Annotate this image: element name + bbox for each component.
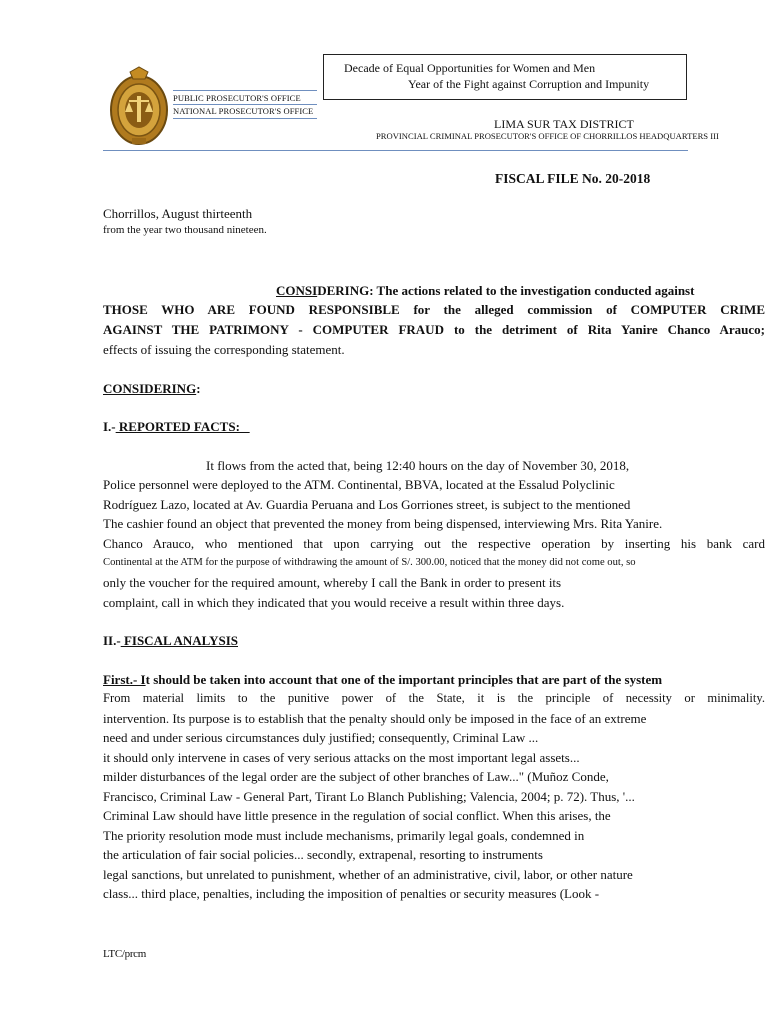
section-2-line-9: the articulation of fair social policies... secondly, extrapenal, resorting to instruments bbox=[103, 847, 543, 862]
section-2-first-line bbox=[103, 672, 662, 688]
section-2-line-2: intervention. Its purpose is to establish that the penalty should only be imposed in the face of an extreme bbox=[103, 711, 647, 726]
section-1-line-7: only the voucher for the required amount, whereby I call the Bank in order to present its bbox=[103, 575, 562, 590]
considering-heading bbox=[103, 381, 201, 397]
intro-line-3: AGAINST THE PATRIMONY - COMPUTER FRAUD to the detriment of Rita Yanire Chanco Arauco; bbox=[103, 322, 765, 337]
considering-heading-underlined: CONSIDERING bbox=[103, 381, 197, 396]
section-2-first-label: First.- I bbox=[103, 672, 146, 687]
section-1-line-6: Continental at the ATM for the purpose of withdrawing the amount of S/. 300.00, noticed that the money did not come out, so bbox=[103, 557, 636, 568]
section-1-number: I.- bbox=[103, 419, 116, 434]
section-2-line-8: The priority resolution mode must include mechanisms, primarily legal goals, condemned in bbox=[103, 828, 585, 843]
office-line-2: NATIONAL PROSECUTOR'S OFFICE bbox=[173, 106, 314, 116]
office-line-1: PUBLIC PROSECUTOR'S OFFICE bbox=[173, 93, 301, 103]
office-rule-middle bbox=[173, 104, 317, 105]
place-date-line-2: from the year two thousand nineteen. bbox=[103, 224, 267, 236]
provincial-office: PROVINCIAL CRIMINAL PROSECUTOR'S OFFICE OF CHORRILLOS HEADQUARTERS III bbox=[376, 131, 719, 141]
section-1-heading bbox=[103, 419, 250, 435]
section-2-line-1: From material limits to the punitive power of the State, it is the principle of necessity or minimality. bbox=[103, 691, 765, 705]
considering-heading-rest: : bbox=[196, 381, 201, 396]
section-1-line-4: The cashier found an object that prevented the money from being dispensed, interviewing Mrs. Rita Yanire. bbox=[103, 516, 663, 531]
office-rule-top bbox=[173, 90, 317, 91]
intro-line-4: effects of issuing the corresponding statement. bbox=[103, 342, 345, 357]
section-1-line-1: It flows from the acted that, being 12:40 hours on the day of November 30, 2018, bbox=[206, 458, 630, 473]
intro-line-1-rest: The actions related to the investigation conducted against bbox=[373, 283, 695, 298]
section-1-line-5: Chanco Arauco, who mentioned that upon carrying out the respective operation by inserting his bank card bbox=[103, 536, 765, 551]
fiscal-file-number: FISCAL FILE No. 20-2018 bbox=[495, 171, 651, 186]
section-2-line-11: class... third place, penalties, including the imposition of penalties or security measures (Look - bbox=[103, 886, 600, 901]
section-2-line-7: Criminal Law should have little presence in the regulation of social conflict. When this arises, the bbox=[103, 808, 611, 823]
header-divider bbox=[103, 150, 688, 151]
intro-heading-underlined: CONSI bbox=[276, 283, 318, 298]
section-2-title: FISCAL ANALYSIS bbox=[120, 633, 238, 648]
office-names bbox=[173, 90, 317, 118]
section-2-line-5: milder disturbances of the legal order are the subject of other branches of Law..." (Muñoz Conde, bbox=[103, 769, 609, 784]
motto-line-1: Decade of Equal Opportunities for Women and Men bbox=[344, 61, 596, 75]
place-date-line-1: Chorrillos, August thirteenth bbox=[103, 206, 253, 221]
section-2-heading bbox=[103, 633, 238, 649]
section-2-line-3: need and under serious circumstances duly justified; consequently, Criminal Law ... bbox=[103, 730, 539, 745]
section-2-line-6: Francisco, Criminal Law - General Part, Tirant Lo Blanch Publishing; Valencia, 2004; p. 72). Thus, '... bbox=[103, 789, 635, 804]
section-2-first-rest: t should be taken into account that one of the important principles that are part of the system bbox=[145, 672, 663, 687]
motto-box bbox=[323, 54, 687, 100]
prosecutor-seal-icon bbox=[108, 66, 170, 148]
intro-heading-rest: DERING: bbox=[317, 283, 374, 298]
section-1-title: REPORTED FACTS: bbox=[115, 419, 250, 434]
intro-line-2: THOSE WHO ARE FOUND RESPONSIBLE for the alleged commission of COMPUTER CRIME bbox=[103, 302, 765, 317]
section-2-number: II.- bbox=[103, 633, 121, 648]
section-1-line-3: Rodríguez Lazo, located at Av. Guardia Peruana and Los Gorriones street, is subject to the mentioned bbox=[103, 497, 631, 512]
section-2-line-10: legal sanctions, but unrelated to punishment, whether of an administrative, civil, labor, or other nature bbox=[103, 867, 633, 882]
footer-initials: LTC/prcm bbox=[103, 948, 147, 960]
section-1-line-8: complaint, call in which they indicated that you would receive a result within three days. bbox=[103, 595, 565, 610]
section-1-line-2: Police personnel were deployed to the ATM. Continental, BBVA, located at the Essalud Polyclinic bbox=[103, 477, 615, 492]
intro-considering-line-1 bbox=[276, 283, 694, 299]
office-rule-bottom bbox=[173, 118, 317, 119]
section-2-line-4: it should only intervene in cases of very serious attacks on the most important legal assets... bbox=[103, 750, 580, 765]
district-name: LIMA SUR TAX DISTRICT bbox=[494, 117, 634, 131]
motto-line-2: Year of the Fight against Corruption and Impunity bbox=[408, 77, 650, 91]
